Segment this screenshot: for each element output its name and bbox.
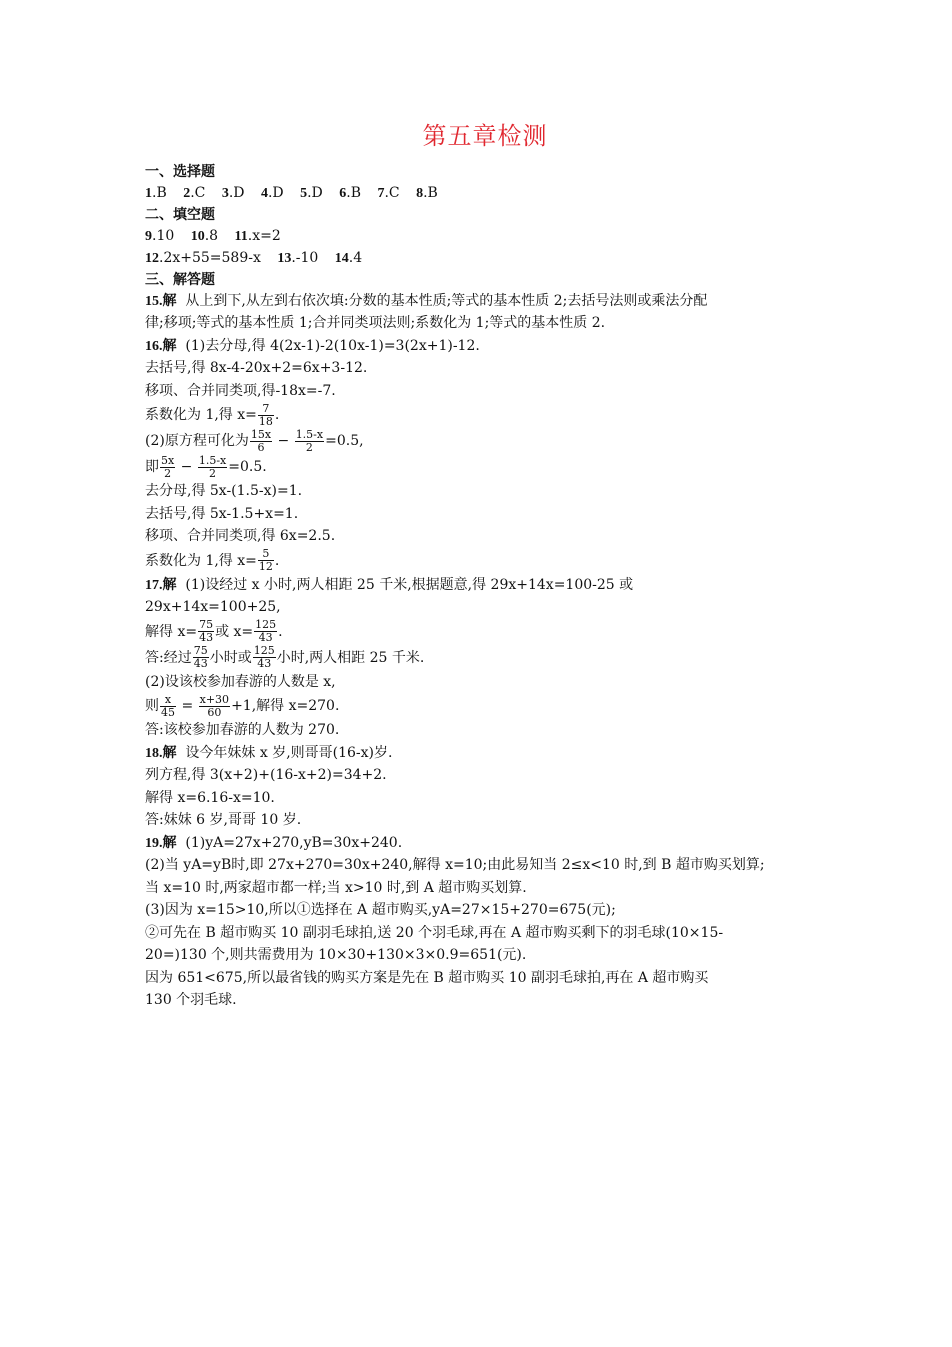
text: =0.5.: [228, 459, 267, 475]
fraction: [198, 455, 227, 480]
fraction: [258, 548, 274, 573]
answer-value: .B: [152, 185, 167, 201]
answer-value: .B: [346, 185, 361, 201]
q18-line-4: 答:妹妹 6 岁,哥哥 10 岁.: [145, 812, 302, 828]
numerator: 125: [253, 644, 275, 657]
text: +1,解得 x=270.: [231, 698, 340, 714]
denominator: 60: [207, 705, 222, 719]
answer-number: 2: [183, 186, 191, 201]
text: 即: [145, 459, 159, 475]
answer-number: 3: [221, 186, 229, 201]
fill-answers-row-2: [145, 247, 825, 270]
answer-number: 13: [277, 251, 292, 266]
answer-value: .2x+55=589-x: [159, 250, 261, 266]
text: .: [278, 623, 283, 640]
text: =0.5,: [325, 433, 364, 449]
text: 或 x=: [215, 623, 254, 640]
q19-line-5: ②可先在 B 超市购买 10 副羽毛球拍,送 20 个羽毛球,再在 A 超市购买剩下的羽毛球(10×15-: [145, 924, 724, 941]
q17-line-5: (2)设该校参加春游的人数是 x,: [145, 673, 336, 690]
text: .: [274, 407, 280, 423]
q16-line-7: 去分母,得 5x-(1.5-x)=1.: [145, 483, 303, 499]
numerator: 1.5-x: [295, 427, 324, 441]
q16-line-1: [145, 335, 825, 358]
fraction: [193, 645, 209, 670]
answer-number: 14: [334, 251, 349, 266]
answer-number: 11: [234, 228, 248, 244]
q18-line-2: 列方程,得 3(x+2)+(16-x+2)=34+2.: [145, 767, 387, 783]
numerator: 1.5-x: [198, 453, 227, 467]
text: 小时,两人相距 25 千米.: [276, 649, 425, 666]
text: 系数化为 1,得 x=: [145, 407, 257, 423]
answer-value: .D: [307, 185, 323, 201]
fill-answers-row-1: [145, 225, 825, 248]
question-label: 17.解: [145, 577, 177, 593]
q16-line-5: [145, 428, 825, 454]
section-heading-choice: 一、选择题: [145, 164, 215, 180]
question-label: 18.解: [145, 745, 177, 761]
fraction: [250, 429, 272, 454]
numerator: 5: [258, 548, 274, 561]
answer-number: 9: [145, 228, 152, 244]
q19-line-1: [145, 832, 825, 855]
text: (1)设经过 x 小时,两人相距 25 千米,根据题意,得 29x+14x=100-25 或: [185, 576, 634, 593]
answer-value: .x=2: [247, 227, 281, 244]
q15-line-2: 律;移项;等式的基本性质 1;合并同类项法则;系数化为 1;等式的基本性质 2.: [145, 315, 606, 331]
q17-line-6: [145, 693, 825, 719]
text: −: [176, 459, 197, 475]
q16-line-10: [145, 548, 825, 574]
q16-line-4: [145, 402, 825, 428]
text: 答:经过: [145, 649, 192, 666]
denominator: 12: [258, 560, 273, 573]
section-heading-solve: 三、解答题: [145, 271, 215, 288]
q18-line-1: [145, 742, 825, 765]
question-label: 19.解: [145, 835, 177, 851]
answer-value: .D: [267, 185, 284, 201]
q19-line-8: 130 个羽毛球.: [145, 992, 237, 1008]
answer-page: [145, 118, 825, 1012]
text: 设今年妹妹 x 岁,则哥哥(16-x)岁.: [185, 744, 393, 761]
fraction: [160, 694, 176, 719]
fraction: [160, 455, 175, 480]
answer-number: 1: [145, 186, 152, 201]
denominator: 2: [164, 466, 172, 480]
answer-number: 6: [339, 186, 347, 201]
numerator: 75: [199, 618, 214, 631]
fraction: [295, 429, 324, 454]
denominator: 43: [199, 631, 214, 644]
numerator: 75: [193, 644, 208, 657]
text: 系数化为 1,得 x=: [145, 552, 257, 569]
question-label: 15.解: [145, 293, 177, 309]
denominator: 2: [209, 466, 217, 480]
q17-line-1: [145, 574, 825, 597]
page-title: 第五章检测: [422, 122, 548, 150]
q17-line-4: [145, 645, 825, 671]
q19-line-3: 当 x=10 时,两家超市都一样;当 x>10 时,到 A 超市购买划算.: [145, 879, 527, 896]
answer-number: 4: [260, 186, 268, 201]
fraction: [253, 645, 276, 670]
q19-line-2: (2)当 yA=yB时,即 27x+270=30x+240,解得 x=10;由此易知当 2≤x<10 时,到 B 超市购买划算;: [145, 857, 765, 873]
answer-number: 5: [300, 186, 308, 201]
q17-line-3: [145, 619, 825, 645]
numerator: 125: [255, 618, 277, 631]
q16-line-9: 移项、合并同类项,得 6x=2.5.: [145, 528, 336, 544]
answer-value: .8: [204, 227, 219, 244]
answer-value: .D: [228, 185, 245, 201]
answer-value: .4: [348, 250, 363, 266]
q16-line-8: 去括号,得 5x-1.5+x=1.: [145, 505, 299, 522]
text: .: [274, 552, 280, 569]
q16-line-2: 去括号,得 8x-4-20x+2=6x+3-12.: [145, 360, 368, 376]
answer-value: .C: [190, 185, 206, 201]
answer-value: .B: [423, 185, 438, 201]
answer-value: .-10: [291, 250, 319, 266]
fraction: [199, 694, 230, 719]
denominator: 45: [161, 705, 175, 719]
numerator: 15x: [250, 427, 272, 441]
text: 小时或: [209, 649, 252, 666]
denominator: 43: [257, 657, 272, 670]
fraction: [198, 619, 214, 644]
q15-line-1: [145, 290, 825, 313]
answer-number: 7: [377, 186, 385, 201]
choice-answers-row: [145, 182, 825, 205]
fraction: [254, 619, 277, 644]
numerator: x: [160, 694, 176, 707]
denominator: 18: [258, 414, 273, 428]
fraction: [258, 403, 274, 428]
text: (1)去分母,得 4(2x-1)-2(10x-1)=3(2x+1)-12.: [185, 337, 480, 354]
text: =: [177, 698, 198, 714]
q17-line-7: 答:该校参加春游的人数为 270.: [145, 722, 340, 738]
numerator: 5x: [161, 453, 175, 467]
q17-line-2: 29x+14x=100+25,: [145, 599, 281, 615]
text: 则: [145, 698, 159, 714]
answer-number: 8: [416, 186, 424, 201]
answer-number: 12: [145, 251, 159, 266]
q19-line-7: 因为 651<675,所以最省钱的购买方案是先在 B 超市购买 10 副羽毛球拍,再在 A 超市购买: [145, 969, 709, 986]
q16-line-3: 移项、合并同类项,得-18x=-7.: [145, 382, 336, 399]
q19-line-6: 20=)130 个,则共需费用为 10×30+130×3×0.9=651(元).: [145, 947, 527, 963]
numerator: x+30: [199, 692, 230, 706]
answer-number: 10: [190, 228, 205, 244]
text: −: [273, 433, 294, 449]
answer-value: .10: [152, 227, 175, 244]
denominator: 43: [258, 631, 273, 644]
q16-line-6: [145, 454, 825, 480]
text: (2)原方程可化为: [145, 433, 249, 449]
q18-line-3: 解得 x=6.16-x=10.: [145, 789, 275, 806]
denominator: 2: [305, 440, 313, 454]
denominator: 6: [257, 440, 265, 454]
text: (1)yA=27x+270,yB=30x+240.: [185, 834, 403, 851]
question-label: 16.解: [145, 338, 177, 354]
denominator: 43: [193, 657, 208, 670]
numerator: 7: [258, 403, 274, 416]
section-heading-fill: 二、填空题: [145, 206, 215, 223]
q19-line-4: (3)因为 x=15>10,所以①选择在 A 超市购买,yA=27×15+270=675(元);: [145, 902, 616, 918]
text: 从上到下,从左到右依次填:分数的基本性质;等式的基本性质 2;去括号法则或乘法分配: [185, 292, 708, 309]
text: 解得 x=: [145, 623, 198, 640]
answer-value: .C: [384, 185, 400, 201]
